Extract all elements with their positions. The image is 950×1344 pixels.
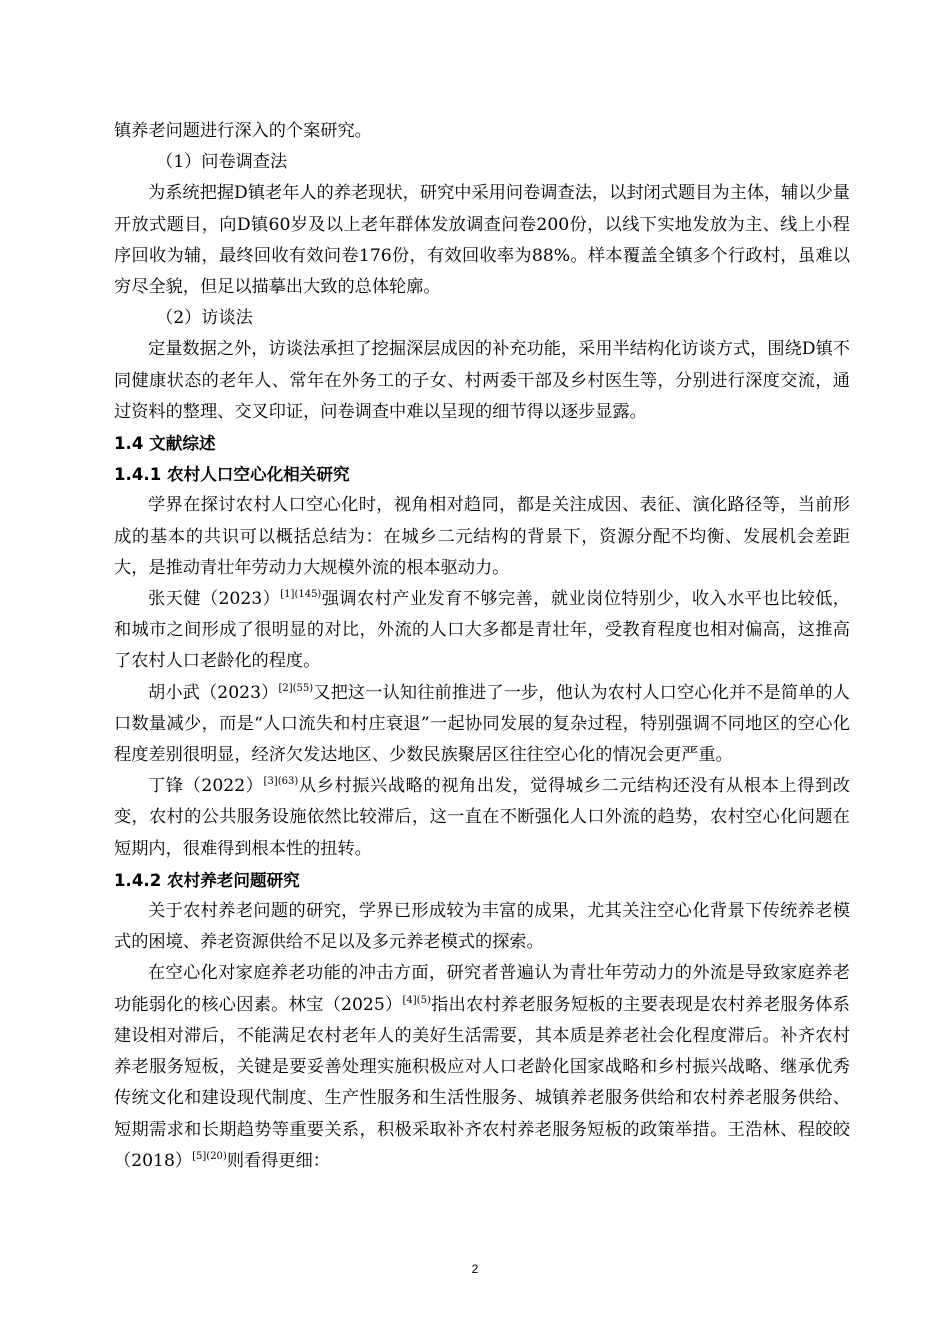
paragraph-ding-feng [114,771,850,865]
paragraph-continuation: 镇养老问题进行深入的个案研究。 [114,121,372,141]
citation-author: 张天健（2023） [148,589,281,610]
citation-ref: [3](63) [263,776,299,788]
method-heading-interview: （2）访谈法 [156,308,253,329]
citation-text: 从乡村振兴战略的视角出发，觉得城乡二元结构还没有从根本上得到改变，农村的公共服务设施依然比较滞后，这一直在不断强化人口外流的趋势，农村空心化问题在短期内，很难得到根本性的扭转。 [114,776,850,859]
page-number: 2 [471,1262,479,1276]
citation-ref: [4](5) [402,994,431,1006]
paragraph-family-care-impact [114,958,850,1176]
citation-author: 胡小武（2023） [148,682,279,703]
section-heading-1-4-1: 1.4.1 农村人口空心化相关研究 [114,465,350,485]
method-heading-questionnaire: （1）问卷调查法 [156,152,288,173]
paragraph-interview: 定量数据之外，访谈法承担了挖掘深层成因的补充功能，采用半结构化访谈方式，围绕D镇不同健康状态的老年人、常年在外务工的子女、村两委干部及乡村医生等，分别进行深度交流，通过资料的整理、交叉印证，问卷调查中难以呈现的细节得以逐步显露。 [114,339,850,422]
citation-text: 强调农村产业发育不够完善，就业岗位特别少，收入水平也比较低，和城市之间形成了很明显的对比，外流的人口大多都是青壮年，受教育程度也相对偏高，这推高了农村人口老龄化的程度。 [114,589,850,672]
page-body [114,116,850,1177]
section-heading-1-4: 1.4 文献综述 [114,434,216,454]
paragraph-questionnaire: 为系统把握D镇老年人的养老现状，研究中采用问卷调查法，以封闭式题目为主体，辅以少量开放式题目，向D镇60岁及以上老年群体发放调查问卷200份，以线下实地发放为主、线上小程序回收为辅，最终回收有效问卷176份，有效回收率为88%。样本覆盖全镇多个行政村，虽难以穷尽全貌，但足以描摹出大致的总体轮廓。 [114,183,850,298]
paragraph-zhang-tianjian [114,584,850,678]
citation-text: 则看得更细： [226,1150,330,1171]
citation-ref: [2](55) [278,682,314,694]
citation-ref: [1](145) [280,589,322,601]
paragraph-elderly-care-overview: 关于农村养老问题的研究，学界已形成较为丰富的成果，尤其关注空心化背景下传统养老模式的困境、养老资源供给不足以及多元养老模式的探索。 [114,901,850,953]
paragraph-hu-xiaowu [114,678,850,772]
citation-text: 指出农村养老服务短板的主要表现是农村养老服务体系建设相对滞后，不能满足农村老年人的美好生活需要，其本质是养老社会化程度滞后。补齐农村养老服务短板，关键是要妥善处理实施积极应对人口老龄化国家战略和乡村振兴战略、继承优秀传统文化和建设现代制度、生产性服务和生活性服务、城镇养老服务供给和农村养老服务供给、短期需求和长期趋势等重要关系，积极采取补齐农村养老服务短板的政策举措。王浩林、程皎皎（2018） [114,994,850,1171]
paragraph-hollowing-consensus: 学界在探讨农村人口空心化时，视角相对趋同，都是关注成因、表征、演化路径等，当前形成的基本的共识可以概括总结为：在城乡二元结构的背景下，资源分配不均衡、发展机会差距大，是推动青壮年劳动力大规模外流的根本驱动力。 [114,495,850,578]
citation-text: 又把这一认知往前推进了一步，他认为农村人口空心化并不是简单的人口数量减少，而是“人口流失和村庄衰退”一起协同发展的复杂过程，特别强调不同地区的空心化程度差别很明显，经济欠发达地区、少数民族聚居区往往空心化的情况会更严重。 [114,682,850,766]
section-heading-1-4-2: 1.4.2 农村养老问题研究 [114,870,300,890]
citation-ref: [5](20) [192,1150,227,1162]
citation-author: 丁锋（2022） [148,776,264,797]
citation-text: 在空心化对家庭养老功能的冲击方面，研究者普遍认为青壮年劳动力的外流是导致家庭养老功能弱化的核心因素。林宝（2025） [114,963,850,1015]
